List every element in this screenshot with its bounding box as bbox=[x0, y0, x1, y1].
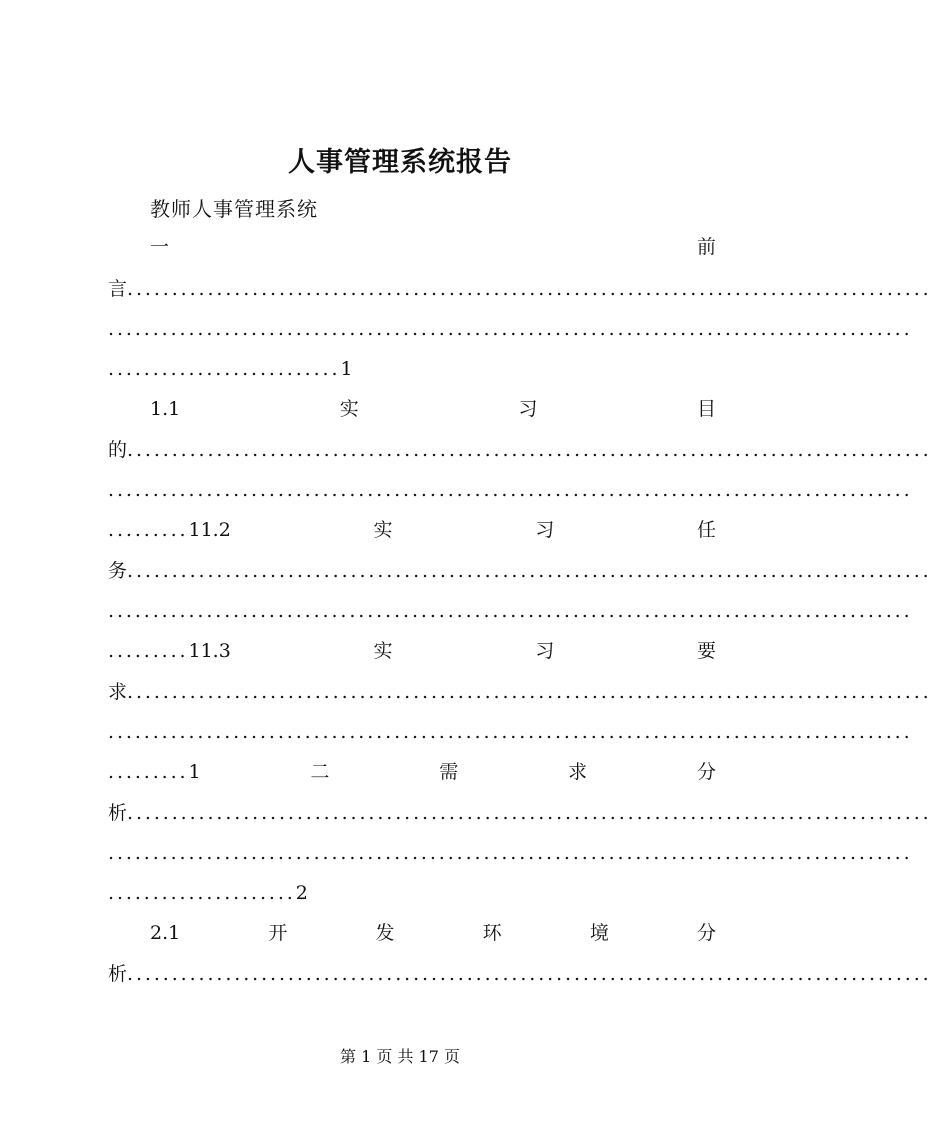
toc-page-number: 1 bbox=[340, 358, 353, 380]
toc-word: 实 bbox=[373, 640, 393, 662]
toc-word: 习 bbox=[535, 640, 555, 662]
toc-leader-line bbox=[108, 556, 932, 586]
toc-word: 需 bbox=[439, 761, 459, 783]
toc-word: 言 bbox=[108, 278, 128, 300]
dot-leader: ......... bbox=[108, 640, 189, 662]
dot-leader: .......................................................................................... bbox=[127, 681, 932, 703]
toc-word: 析 bbox=[108, 802, 128, 824]
toc-entry-1-1-heading bbox=[150, 394, 716, 424]
toc-leader-line bbox=[108, 475, 913, 505]
toc-word: 求 bbox=[108, 681, 128, 703]
toc-word: 务 bbox=[108, 560, 128, 582]
dot-leader: .......................................................................................... bbox=[127, 802, 932, 824]
dot-leader: ......... bbox=[108, 519, 189, 541]
toc-number: 1.2 bbox=[200, 519, 231, 541]
toc-word: 求 bbox=[568, 761, 588, 783]
toc-number: 一 bbox=[150, 236, 170, 258]
toc-word: 前 bbox=[696, 236, 716, 258]
toc-leader-line bbox=[108, 717, 913, 747]
toc-number: 2.1 bbox=[150, 922, 181, 944]
dot-leader: .......................................................................................... bbox=[108, 842, 913, 864]
toc-word: 实 bbox=[339, 398, 359, 420]
document-subtitle: 教师人事管理系统 bbox=[150, 197, 318, 221]
toc-word: 目 bbox=[696, 398, 716, 420]
toc-leader-line bbox=[108, 677, 932, 707]
page-number-label: 第 1 页 共 17 页 bbox=[340, 1047, 460, 1066]
toc-word: 习 bbox=[535, 519, 555, 541]
toc-page-number: 1 bbox=[188, 519, 201, 541]
toc-leader-line bbox=[108, 959, 932, 989]
toc-word: 要 bbox=[696, 640, 716, 662]
toc-word: 析 bbox=[108, 963, 128, 985]
toc-word: 发 bbox=[375, 922, 395, 944]
toc-page-number: 2 bbox=[295, 882, 308, 904]
toc-word: 开 bbox=[268, 922, 288, 944]
toc-number: 1.1 bbox=[150, 398, 181, 420]
toc-leader-line bbox=[108, 314, 913, 344]
dot-leader: ......... bbox=[108, 761, 189, 783]
dot-leader: .......................................................................................... bbox=[127, 439, 932, 461]
toc-word: 境 bbox=[589, 922, 609, 944]
toc-word: 环 bbox=[482, 922, 502, 944]
toc-number: 二 bbox=[310, 761, 330, 783]
toc-leader-line bbox=[108, 274, 932, 304]
toc-entry-preface-heading bbox=[150, 232, 716, 262]
toc-word: 分 bbox=[696, 922, 716, 944]
page-footer bbox=[0, 1044, 800, 1067]
dot-leader: .......................................................................................... bbox=[108, 318, 913, 340]
toc-entry-1-2-heading bbox=[108, 515, 716, 545]
toc-leader-line bbox=[108, 878, 716, 908]
toc-leader-line bbox=[108, 838, 913, 868]
toc-leader-line bbox=[108, 596, 913, 626]
toc-leader-line bbox=[108, 798, 932, 828]
dot-leader: .......................................................................................... bbox=[127, 560, 932, 582]
dot-leader: .......................................................................................... bbox=[108, 721, 913, 743]
toc-entry-1-3-heading bbox=[108, 636, 716, 666]
dot-leader: .......................... bbox=[108, 358, 341, 380]
toc-page-number: 1 bbox=[188, 640, 201, 662]
dot-leader: .......................................................................................... bbox=[127, 278, 932, 300]
toc-number: 1.3 bbox=[200, 640, 231, 662]
dot-leader: .......................................................................................... bbox=[127, 963, 932, 985]
toc-word: 分 bbox=[696, 761, 716, 783]
toc-leader-line bbox=[108, 435, 932, 465]
document-title: 人事管理系统报告 bbox=[288, 147, 512, 178]
toc-leader-line bbox=[108, 354, 716, 384]
dot-leader: ..................... bbox=[108, 882, 296, 904]
toc-word: 习 bbox=[518, 398, 538, 420]
toc-entry-2-heading bbox=[108, 757, 716, 787]
toc-page-number: 1 bbox=[188, 761, 201, 783]
toc-word: 任 bbox=[696, 519, 716, 541]
dot-leader: .......................................................................................... bbox=[108, 600, 913, 622]
toc-word: 实 bbox=[373, 519, 393, 541]
toc-entry-2-1-heading bbox=[150, 918, 716, 948]
toc-word: 的 bbox=[108, 439, 128, 461]
dot-leader: .......................................................................................... bbox=[108, 479, 913, 501]
